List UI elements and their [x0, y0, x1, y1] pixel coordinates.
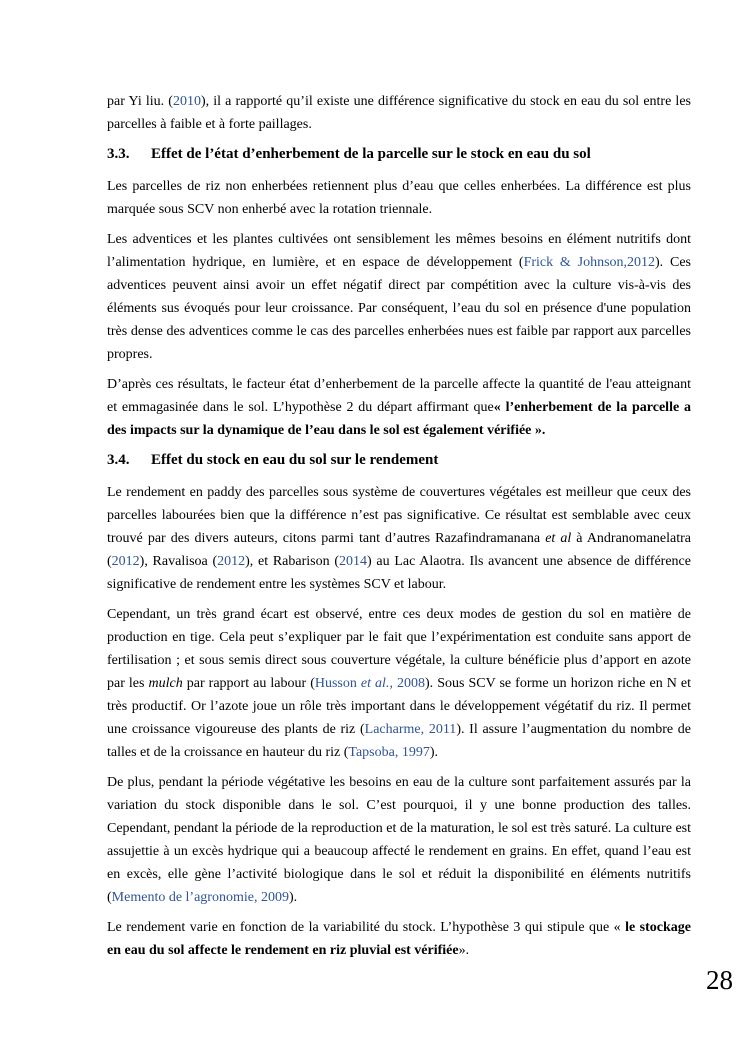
document-body: [107, 90, 691, 969]
citation-link[interactable]: Memento de l’agronomie, 2009: [111, 890, 289, 905]
text-segment: D’après ces résultats, le facteur état d’enherbement de la parcelle affecte la quantité de l'eau atteignant et emmagasinée dans le sol. L’hypothèse 2 du départ affirmant que: [107, 377, 691, 415]
text-segment: le stockage en eau du sol affecte le rendement en riz pluvial est vérifiée: [107, 920, 691, 958]
text-segment: ).: [288, 890, 298, 905]
paragraph: [107, 228, 691, 366]
citation-link[interactable]: 2014: [339, 554, 367, 569]
text-segment: ».: [458, 943, 470, 958]
paragraph: [107, 373, 691, 442]
text-segment: ). Sous SCV se forme un horizon riche en N et très productif. Or l’azote joue un rôle très important dans le développement végétatif du riz. Il permet une croissance vigoureuse des plants de riz (: [107, 676, 692, 737]
page-number: 28: [706, 965, 733, 995]
paragraph: [107, 175, 691, 221]
text-segment: ) au Lac Alaotra. Ils avancent une absence de différence significative de rendement entre les systèmes SCV et labour.: [107, 554, 691, 592]
text-segment: ), Ravalisoa (: [139, 554, 218, 569]
citation-link[interactable]: Tapsoba, 1997: [348, 745, 430, 760]
text-segment: « l’enherbement de la parcelle a des impacts sur la dynamique de l’eau dans le sol est également vérifiée ».: [107, 400, 691, 438]
citation-link[interactable]: Frick & Johnson,2012: [523, 255, 656, 270]
citation-link[interactable]: 2010: [172, 94, 201, 109]
text-segment: ).: [429, 745, 439, 760]
text-segment: De plus, pendant la période végétative les besoins en eau de la culture sont parfaitement assurés par la variation du stock disponible dans le sol. C’est pourquoi, il y une bonne production des talles. Cependant, pendant la période de la reproduction et de la maturation, le sol est très saturé. La culture est assujettie à un excès hydrique qui a beaucoup affecté le rendement en grains. En effet, quand l’eau est en excès, elle gène l’activité biologique dans le sol et réduit la disponibilité en éléments nutritifs (: [107, 775, 691, 905]
citation-link[interactable]: Lacharme, 2011: [364, 722, 457, 737]
text-segment: ). Il assure l’augmentation du nombre de talles et de la croissance en hauteur du riz (: [107, 722, 691, 760]
text-segment: Cependant, un très grand écart est observé, entre ces deux modes de gestion du sol en matière de production en tige. Cela peut s’expliquer par le fait que l’expérimentation est conduite sans apport de fertilisation ; et sous semis direct sous couverture végétale, la culture bénéficie plus d’apport en azote par les: [107, 607, 691, 691]
text-segment: mulch: [148, 676, 183, 691]
paragraph: [107, 771, 691, 909]
section-title: Effet de l’état d’enherbement de la parcelle sur le stock en eau du sol: [151, 146, 591, 162]
text-segment: ). Ces adventices peuvent ainsi avoir un effet négatif direct par compétition avec la culture vis-à-vis des éléments sus évoqués pour leur croissance. Par conséquent, l’eau du sol en présence d'une population très dense des adventices comme le cas des parcelles enherbées nues est faible par rapport aux parcelles propres.: [107, 255, 691, 362]
paragraph: [107, 603, 691, 764]
text-segment: ), et Rabarison (: [245, 554, 339, 569]
text-segment: Les parcelles de riz non enherbées retiennent plus d’eau que celles enherbées. La différence est plus marquée sous SCV non enherbé avec la rotation triennale.: [107, 179, 691, 217]
citation-link[interactable]: 2012: [111, 554, 140, 569]
section-heading: [107, 143, 691, 166]
text-segment: Les adventices et les plantes cultivées ont sensiblement les mêmes besoins en élément nutritifs dont l’alimentation hydrique, en lumière, et en espace de développement (: [107, 232, 691, 270]
section-heading: [107, 449, 691, 472]
section-number: 3.4.: [107, 452, 130, 468]
text-segment: Le rendement en paddy des parcelles sous système de couvertures végétales est meilleur que ceux des parcelles labourées bien que la différence n’est pas significative. Ce résultat est semblable avec ceux trouvé par des divers auteurs, citons parmi tant d’autres Razafindramanana: [107, 485, 691, 546]
text-segment: Le rendement varie en fonction de la variabilité du stock. L’hypothèse 3 qui stipule que «: [107, 920, 626, 935]
text-segment: par Yi liu. (: [107, 94, 173, 109]
paragraph: [107, 481, 691, 596]
citation-link[interactable]: 2012: [217, 554, 246, 569]
citation-link[interactable]: et al.: [360, 676, 390, 691]
section-title: Effet du stock en eau du sol sur le rendement: [151, 452, 439, 468]
section-number: 3.3.: [107, 146, 130, 162]
text-segment: à Andranomanelatra (: [107, 531, 691, 569]
text-segment: et al: [545, 531, 572, 546]
text-segment: par rapport au labour (: [182, 676, 315, 691]
text-segment: ), il a rapporté qu’il existe une différence significative du stock en eau du sol entre les parcelles à faible et à forte paillages.: [107, 94, 691, 132]
paragraph: [107, 916, 691, 962]
paragraph: [107, 90, 691, 136]
citation-link[interactable]: , 2008: [389, 676, 425, 691]
citation-link[interactable]: Husson: [314, 676, 361, 691]
